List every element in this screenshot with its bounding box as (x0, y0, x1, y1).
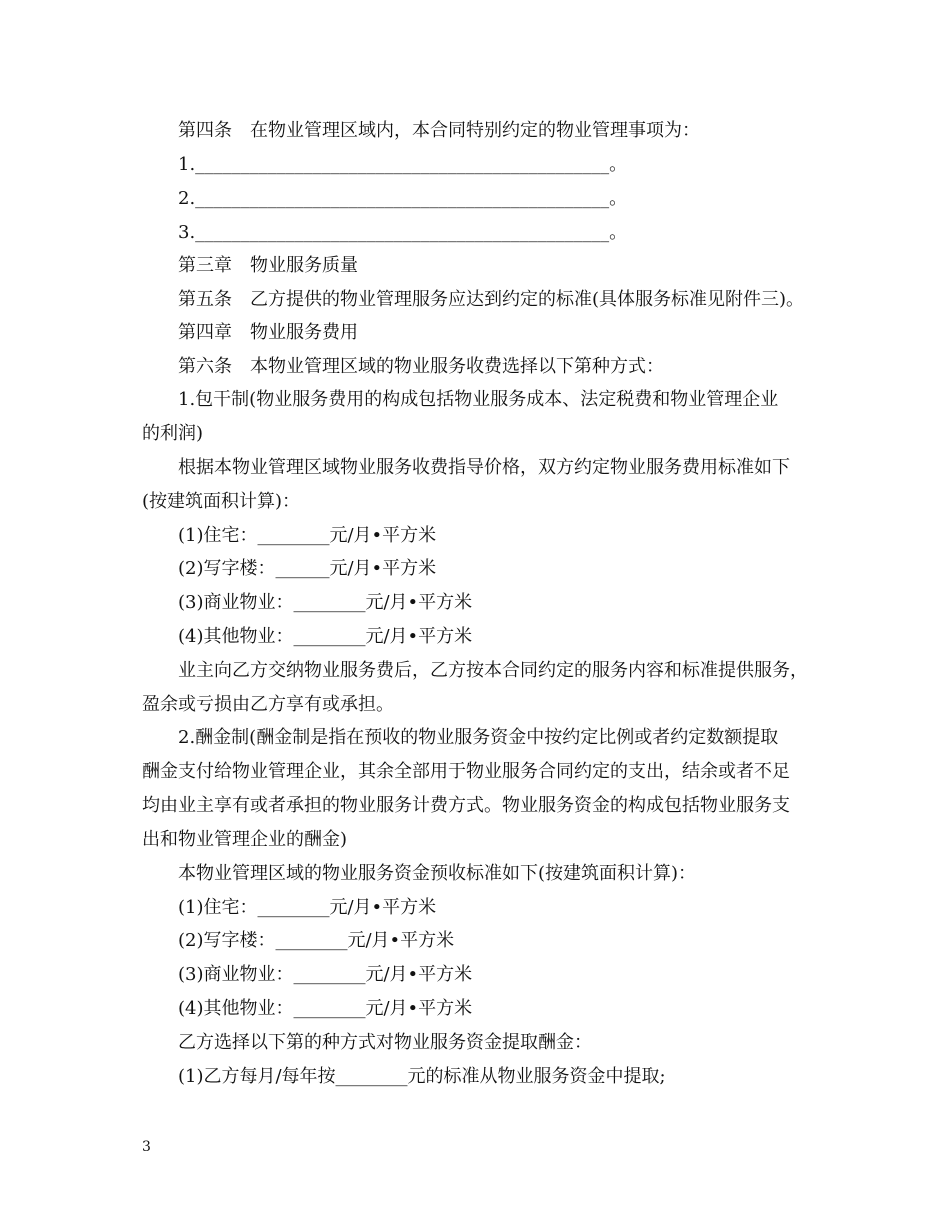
line-text: 均由业主享有或者承担的物业服务计费方式。物业服务资金的构成包括物业服务支 (142, 795, 790, 816)
line-text: 3.______________________________________________。 (178, 222, 628, 243)
text-line (0, 554, 950, 584)
text-line (0, 926, 950, 956)
line-text: 酬金支付给物业管理企业，其余全部用于物业服务合同约定的支出，结余或者不足 (142, 761, 790, 782)
text-line (0, 116, 950, 146)
line-text: (2)写字楼：________元/月•平方米 (178, 930, 455, 951)
text-line (0, 487, 950, 517)
text-line (0, 757, 950, 787)
line-text: (4)其他物业：________元/月•平方米 (178, 998, 473, 1019)
line-text: (按建筑面积计算)： (142, 491, 301, 512)
text-line (0, 622, 950, 652)
line-text: 出和物业管理企业的酬金) (142, 829, 348, 850)
text-line (0, 893, 950, 923)
line-text: 的利润) (142, 423, 204, 444)
text-line (0, 150, 950, 180)
line-text: 本物业管理区域的物业服务资金预收标准如下(按建筑面积计算)： (178, 863, 697, 884)
text-line (0, 184, 950, 214)
line-text: 业主向乙方交纳物业服务费后，乙方按本合同约定的服务内容和标准提供服务， (178, 660, 808, 681)
text-line (0, 791, 950, 821)
line-text: 第六条 本物业管理区域的物业服务收费选择以下第种方式： (178, 356, 664, 377)
text-line (0, 352, 950, 382)
text-line (0, 218, 950, 248)
line-text: 第四章 物业服务费用 (178, 322, 358, 343)
text-line (0, 285, 950, 315)
text-line (0, 859, 950, 889)
line-text: (1)住宅：________元/月•平方米 (178, 525, 437, 546)
line-text: 根据本物业管理区域物业服务收费指导价格，双方约定物业服务费用标准如下 (178, 457, 790, 478)
text-line (0, 318, 950, 348)
page-number: 3 (142, 1139, 151, 1155)
line-text: 第五条 乙方提供的物业管理服务应达到约定的标准(具体服务标准见附件三)。 (178, 289, 805, 310)
text-line (0, 1028, 950, 1058)
text-line (0, 960, 950, 990)
line-text: 2.______________________________________________。 (178, 188, 628, 209)
line-text: 第三章 物业服务质量 (178, 255, 358, 276)
text-line (0, 385, 950, 415)
text-line (0, 825, 950, 855)
line-text: 乙方选择以下第的种方式对物业服务资金提取酬金： (178, 1032, 592, 1053)
text-line (0, 994, 950, 1024)
text-line (0, 588, 950, 618)
line-text: 1.______________________________________________。 (178, 154, 628, 175)
text-line (0, 521, 950, 551)
line-text: (2)写字楼：______元/月•平方米 (178, 558, 437, 579)
text-line (0, 723, 950, 753)
line-text: 1.包干制(物业服务费用的构成包括物业服务成本、法定税费和物业管理企业 (178, 389, 779, 410)
text-line (0, 656, 950, 686)
line-text: (3)商业物业：________元/月•平方米 (178, 964, 473, 985)
line-text: (3)商业物业：________元/月•平方米 (178, 592, 473, 613)
line-text: 2.酬金制(酬金制是指在预收的物业服务资金中按约定比例或者约定数额提取 (178, 727, 779, 748)
text-line (0, 419, 950, 449)
text-line (0, 251, 950, 281)
line-text: 盈余或亏损由乙方享有或承担。 (142, 694, 394, 715)
line-text: (1)住宅：________元/月•平方米 (178, 897, 437, 918)
text-line (0, 453, 950, 483)
line-text: (4)其他物业：________元/月•平方米 (178, 626, 473, 647)
line-text: (1)乙方每月/每年按________元的标准从物业服务资金中提取; (178, 1066, 666, 1087)
text-line (0, 690, 950, 720)
text-line (0, 1062, 950, 1092)
line-text: 第四条 在物业管理区域内，本合同特别约定的物业管理事项为： (178, 120, 700, 141)
